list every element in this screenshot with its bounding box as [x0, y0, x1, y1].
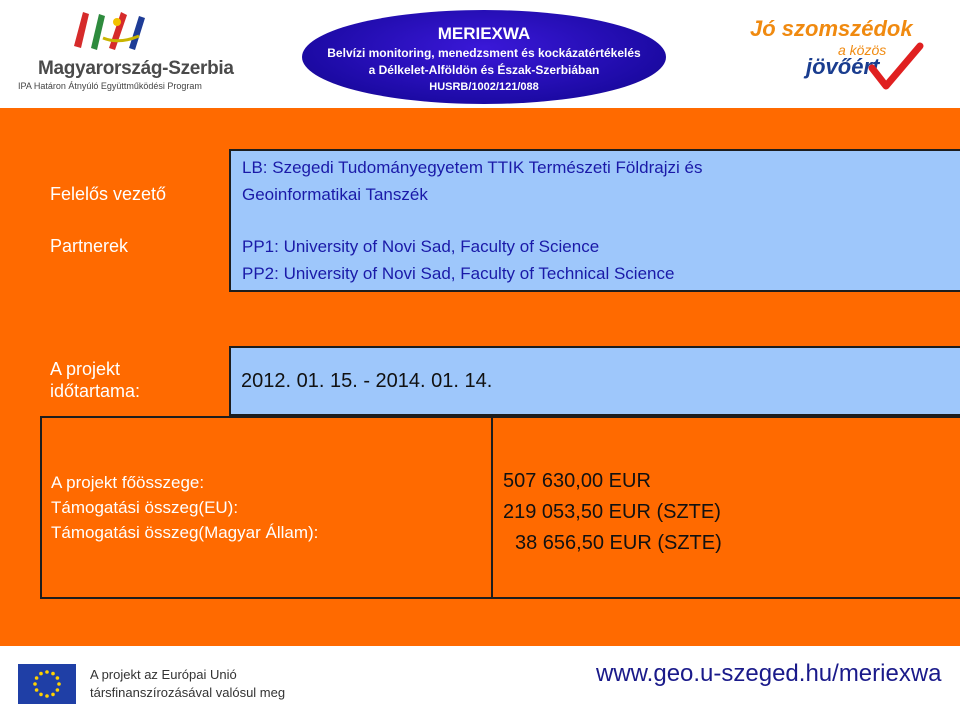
- content-panel: [0, 108, 960, 646]
- eu-line-2: társfinanszírozásával valósul meg: [90, 685, 286, 700]
- budget-values: [503, 466, 722, 559]
- eu-flag-icon: [18, 664, 76, 704]
- budget-labels: [51, 470, 318, 545]
- budget-label-total: A projekt főösszege:: [51, 473, 205, 492]
- red-check-icon: [868, 42, 924, 94]
- budget-label-state: Támogatási összeg(Magyar Állam):: [51, 523, 319, 542]
- badge-title: MERIEXWA: [437, 24, 531, 43]
- lb-line-2: Geoinformatikai Tanszék: [242, 185, 428, 204]
- jo-szomszedok-logo: [740, 12, 950, 102]
- duration-label-line-1: A projekt: [50, 359, 121, 379]
- flag-brush-logo-icon: [69, 8, 164, 52]
- hungary-serbia-logo: [14, 8, 234, 98]
- header-bar: [0, 0, 960, 108]
- footer-bar: [0, 646, 960, 716]
- budget-value-box: [491, 416, 960, 599]
- budget-label-eu: Támogatási összeg(EU):: [51, 498, 239, 517]
- partnerek-label: Partnerek: [50, 236, 129, 256]
- pp1-text: PP1: University of Novi Sad, Faculty of Science: [242, 237, 600, 256]
- duration-value: 2012. 01. 15. - 2014. 01. 14.: [241, 370, 493, 392]
- duration-label-line-2: időtartama:: [50, 381, 141, 401]
- eu-funding-text: [90, 666, 285, 702]
- budget-value-total: 507 630,00 EUR: [503, 470, 651, 492]
- duration-label: [50, 358, 140, 402]
- duration-box: [229, 346, 960, 416]
- badge-subtitle-2: a Délkelet-Alföldön és Észak-Szerbiában: [368, 63, 600, 77]
- felelos-vezeto-label: Felelős vezető: [50, 184, 167, 204]
- badge-subtitle-1: Belvízi monitoring, menedzsment és kockázatértékelés: [327, 46, 641, 60]
- program-title: Magyarország-Szerbia: [38, 58, 234, 79]
- lb-line-1: LB: Szegedi Tudományegyetem TTIK Természeti Földrajzi és: [242, 158, 703, 177]
- logo-line-1: Jó szomszédok: [750, 16, 913, 41]
- website-link[interactable]: www.geo.u-szeged.hu/meriexwa: [596, 660, 942, 687]
- program-subtitle: IPA Határon Átnyúló Együttműködési Program: [18, 81, 202, 91]
- pp2-text: PP2: University of Novi Sad, Faculty of Technical Science: [242, 264, 675, 283]
- budget-value-state: 38 656,50 EUR (SZTE): [515, 532, 722, 554]
- logo-line-3: jövőért: [806, 54, 880, 79]
- logo-line-2: a közös: [838, 42, 887, 58]
- eu-line-1: A projekt az Európai Unió: [90, 667, 237, 682]
- partners-box: [229, 149, 960, 292]
- budget-label-box: [40, 416, 493, 599]
- badge-project-code: HUSRB/1002/121/088: [429, 81, 539, 93]
- budget-value-eu: 219 053,50 EUR (SZTE): [503, 501, 721, 523]
- meriexwa-badge: [302, 10, 666, 104]
